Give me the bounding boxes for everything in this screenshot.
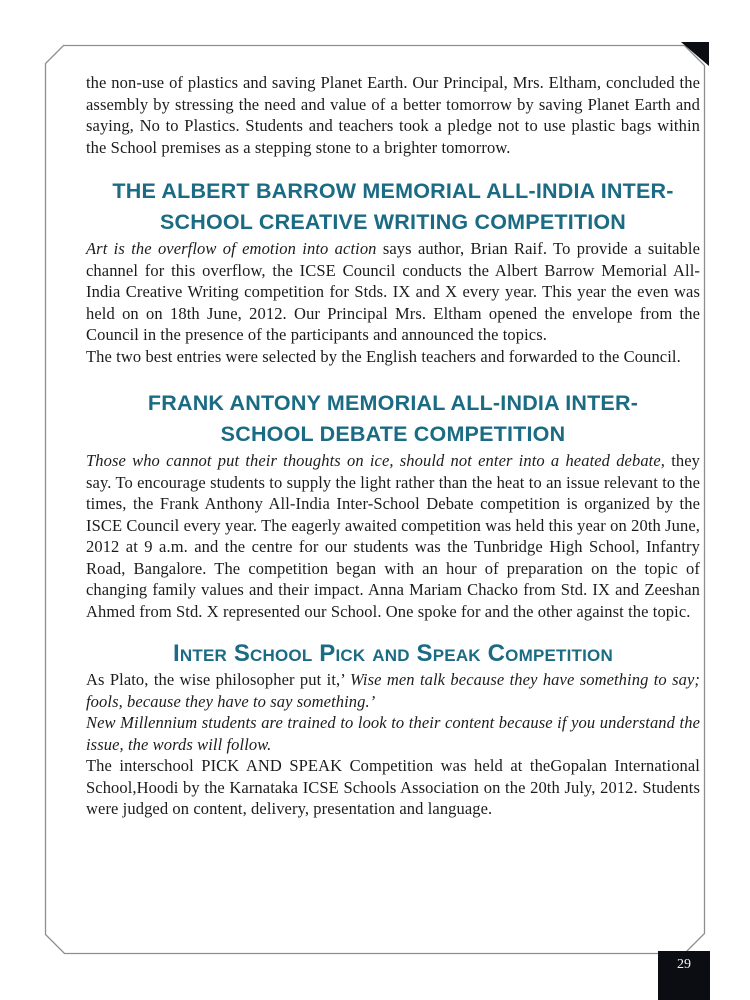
paragraph-text: The interschool PICK AND SPEAK Competition was held at theGopalan International School,Hoodi by the Karnataka ICSE Schools Association on the 20th July, 2012. Students were judged on content, delivery, presentation and language. <box>86 756 700 818</box>
paragraph-plato-quote <box>86 669 700 712</box>
folded-corner-icon <box>681 42 709 66</box>
paragraph-text: the non-use of plastics and saving Planet Earth. Our Principal, Mrs. Eltham, concluded the assembly by stressing the need and value of a better tomorrow by saving Planet Earth and saying, No to Plastics. Students and teachers took a pledge not to use plastic bags within the School premises as a stepping stone to a brighter tomorrow. <box>86 73 700 157</box>
page-number: 29 <box>677 957 691 972</box>
paragraph-new-millennium <box>86 712 700 755</box>
heading-pick-and-speak: Inter School Pick and Speak Competition <box>173 640 613 667</box>
heading-frank-antony-debate: FRANK ANTONY MEMORIAL ALL-INDIA INTER-SCHOOL DEBATE COMPETITION <box>147 391 639 446</box>
paragraph-interschool-competition <box>86 755 700 820</box>
paragraph-debate-competition <box>86 450 700 622</box>
paragraph-text: As Plato, the wise philosopher put it,’ <box>86 670 350 689</box>
page-number-badge <box>658 951 710 1000</box>
paragraph-text: says author, Brian Raif. To provide a suitable channel for this overflow, the ICSE Council conducts the Albert Barrow Memorial All-India Creative Writing competition for Stds. IX and X every year. This year the even was held on on 18th June, 2012. Our Principal Mrs. Eltham opened the envelope from the Council in the presence of the participants and announced the topics. <box>86 239 700 344</box>
quote-text: Those who cannot put their thoughts on ice, should not enter into a heated debate <box>86 451 661 470</box>
paragraph-text: , they say. To encourage students to supply the light rather than the heat to an issue relevant to the times, the Frank Anthony All-India Inter-School Debate competition is organized by the ISCE Council every year. The eagerly awaited competition was held this year on 20th June, 2012 at 9 a.m. and the centre for our students was the Tunbridge High School, Infantry Road, Bangalore. The competition began with an hour of preparation on the topic of changing family values and their impact. Anna Mariam Chacko from Std. IX and Zeeshan Ahmed from Std. X represented our School. One spoke for and the other against the topic. <box>86 451 701 621</box>
paragraph-text: New Millennium students are trained to look to their content because if you understand the issue, the words will follow. <box>86 713 700 754</box>
paragraph-text: The two best entries were selected by the English teachers and forwarded to the Council. <box>86 346 681 366</box>
paragraph-creative-writing <box>86 238 700 346</box>
page-content <box>86 72 700 820</box>
heading-albert-barrow-competition: THE ALBERT BARROW MEMORIAL ALL-INDIA INTER-SCHOOL CREATIVE WRITING COMPETITION <box>112 179 674 234</box>
quote-text: Wise men talk because they have something to say; fools, because they have to say something.’ <box>86 670 701 711</box>
quote-text: Art is the overflow of emotion into action <box>86 239 377 258</box>
paragraph-best-entries <box>86 346 700 368</box>
paragraph-earth-day-pledge <box>86 72 700 158</box>
